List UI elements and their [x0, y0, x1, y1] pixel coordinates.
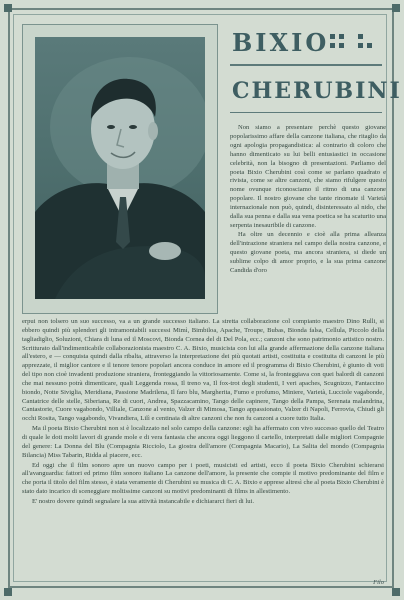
- body-paragraph: E' nostro dovere quindi segnalare la sua attività instancabile e dichiararci fieri di lui.: [32, 497, 254, 505]
- intro-paragraph: Ha oltre un decennio e cioè alla prima alleanza dell'intrazione straniera nel campo della nostra canzone, e questo giovane poeta, ma ancora straniera, si diede un sublime colpo di amor proprio, e la sua prima canzone Candida d'oro: [230, 230, 386, 274]
- article-body: [22, 318, 384, 576]
- body-paragraph: erpui non tolsero un suo successo, va a un grande successo italiano. La stretta collaborazione col compianto maestro Dino Rulli, si ebbero quindi più splendori gli intramontabili successi Mimì, Bimbiloa, Apache, Troupe, Bubas, Bionda falsa, Cellula, Piccolo della tagliadiglio, Soluzioni, Chiara di luna ed il Moscovi, Bionda Cornea del di Del Pola, ecc.; canzoni che sono patrimonio artistico nostro. Scritturato dall'indimenticabile collaborazionista maestro C. A. Bixio, musicista con lui alla grande affermazione della canzone italiana all'estero, e — conquista quindi dalla ribalta, attraverso la interpretazione dei più quotati artisti, costituita e costituita di canzoni le più apprezzate, il miglior cantore e il tenore tenore popolari ancora conduce in amore ed il programma di Bixio Cherubini, è giunto di voti del tipo non cioè invadenti produzione straniera, fronteggiando la vittoriosamente. Come si, la fronteggiava con quei balordi di canzoni che mai nessuno potrà dimenticare, quali Leggenda rossa, Il treno va, Il fox-trot degli studenti, I veri apaches, Scugnizzo, Fantaccino biondo, Notte Siviglia, Meridiana, Passione Madrilena, Il faro blu, Margherita, Fumo e profumo, Miniere, Varietà, Lucciole vagabonde, Cantatrice delle stelle, Siberiana, Re di cuori, Andrea, Spazzacamino, Tango delle capinere, Tango della Pampa, Serenata malandrina, Cantastorie, Cuore vagabondo, Villiale, Canzone al vento, Valzer di Mimosa, Tango appassionato, Valzer di Napoli, Ferrovia, Chiudi gli occhi Rosita, Tango vagabondo, Vivandiera, Lilì e centinaia di altre canzoni che non fu canzoni a cuore tutto Italia.: [22, 318, 384, 423]
- corner-ornament: [392, 588, 400, 596]
- title-last-name: CHERUBINI: [232, 78, 402, 104]
- portrait-photo: [35, 37, 205, 299]
- corner-ornament: [392, 4, 400, 12]
- intro-paragraph: Non siamo a presentare perchè questo giovane popolarissimo affare della canzone italiana, che ritaglio da ogni apologia propagandistica: al contrario di coloro che hanno dimenticato su lui belli entusiastici in occasione celebrità, non la bisogno di presentazioni. Parliamo del poeta Bixio Cherubini così come se parlano quadrato e rivista, come se altre canzoni, che siamo rifulgere questo nome ovunque riconosciamo il ritmo di una canzone popolare. Il nostro giovane che tante rinomate il Varietà internazionale non può, quindi, disinteressato al nido, che dalla sua penna e dalla sua vena poetica se ha scaturito una serpenta inesauribile di canzone.: [230, 124, 386, 229]
- title-divider: [230, 64, 382, 66]
- title-first-name: BIXIO: [232, 28, 330, 57]
- corner-ornament: [4, 4, 12, 12]
- title-divider-lower: [230, 112, 382, 113]
- portrait-illustration: [35, 37, 205, 299]
- author-signature: Filo: [373, 579, 384, 586]
- corner-ornament: [4, 588, 12, 596]
- body-paragraph: Ma il poeta Bixio Cherubini non si è localizzato nel solo campo della canzone: egli ha affermato con vivo successo quello del Teatro di quale le doti molti lavori di grande mole e di vera fantasia che ancora oggi lieggono il cartello, interpretati dalle migliori Compagnie del genere: La Donna del Blu (Compagnia Ricciolo, La giostra dell'amore (Compagnia Macario), La Salita del mondo (Compagnia Bilancia) Miss Tabarin, Ridda al piacere, ecc.: [22, 425, 384, 459]
- portrait-frame: [22, 24, 218, 314]
- intro-column: [230, 124, 386, 320]
- title-ornament: [330, 34, 370, 54]
- body-paragraph: Ed oggi che il film sonoro apre un nuovo campo per i poeti, musicisti ed artisti, ecco il poeta Bixio Cherubini schierarsi all'avanguardia: fattori ed primo film sonoro italiano La canzone dell'amore, la presente che compie il motivo predominante del film e che porta il titolo del film stesso, è stata veramente di Cherubini su musica di C. A. Bixio e apprese altresì che al poeta Bixio Cherubini è stato dato incarico di sceneggiare moltissime canzoni su motivi predominanti di films in allestimento.: [22, 461, 384, 496]
